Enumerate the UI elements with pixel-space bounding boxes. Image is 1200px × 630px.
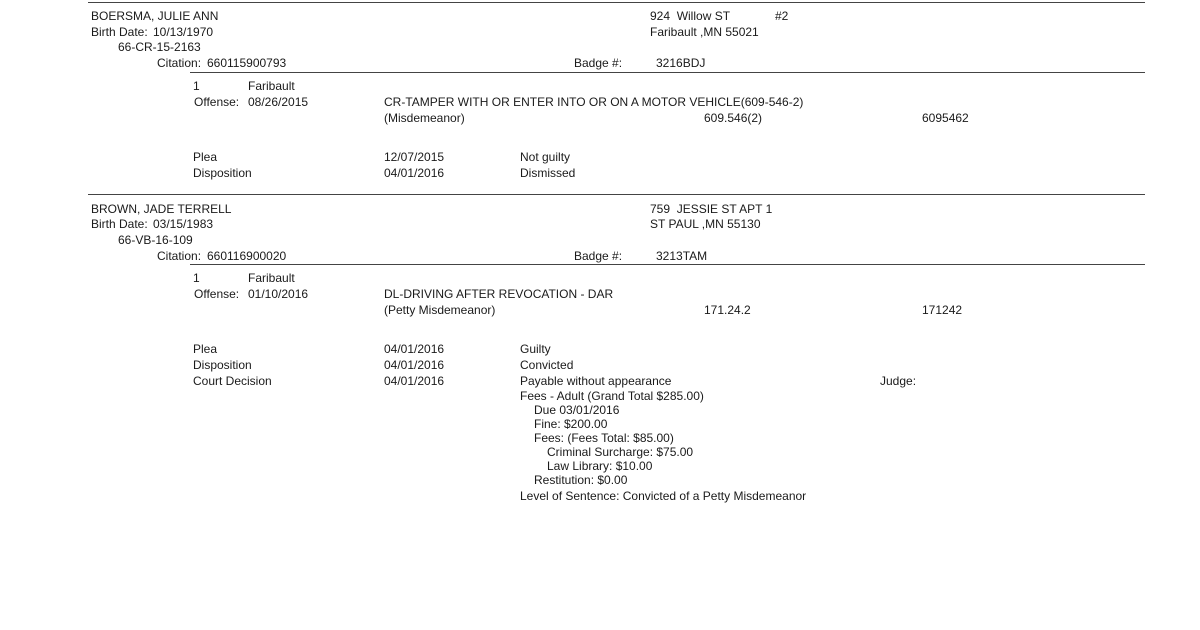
event-label: Plea: [193, 342, 218, 356]
event-result: Payable without appearance: [520, 374, 672, 388]
event-result: Convicted: [520, 358, 574, 372]
address-line2: ST PAUL ,MN 55130: [650, 217, 761, 231]
citation-number: 660115900793: [207, 56, 287, 70]
case-number: 66-VB-16-109: [118, 233, 193, 247]
event-label: Court Decision: [193, 374, 272, 388]
sentence-restitution: Restitution: $0.00: [534, 473, 628, 487]
case-number: 66-CR-15-2163: [118, 40, 201, 54]
event-date: 12/07/2015: [384, 150, 445, 164]
count-number: 1: [193, 271, 200, 285]
citation-divider: [190, 72, 1145, 73]
statute: 171.24.2: [704, 303, 751, 317]
statute: 609.546(2): [704, 111, 763, 125]
event-result: Not guilty: [520, 150, 571, 164]
citation-number: 660116900020: [207, 249, 287, 263]
badge-label: Badge #:: [574, 249, 623, 263]
address-line2: Faribault ,MN 55021: [650, 25, 759, 39]
charge-level: (Petty Misdemeanor): [384, 303, 496, 317]
birth-date: 03/15/1983: [153, 217, 214, 231]
sentence-surcharge: Criminal Surcharge: $75.00: [547, 445, 694, 459]
count-number: 1: [193, 79, 200, 93]
offense-label: Offense:: [194, 95, 240, 109]
badge-number: 3216BDJ: [656, 56, 706, 70]
event-date: 04/01/2016: [384, 166, 445, 180]
offense-label: Offense:: [194, 287, 240, 301]
event-label: Plea: [193, 150, 218, 164]
record-divider: [88, 194, 1145, 195]
sentence-level: Level of Sentence: Convicted of a Petty Misdemeanor: [520, 489, 807, 503]
defendant-name: BOERSMA, JULIE ANN: [91, 9, 219, 23]
charge-description: DL-DRIVING AFTER REVOCATION - DAR: [384, 287, 614, 301]
event-date: 04/01/2016: [384, 374, 445, 388]
event-label: Disposition: [193, 166, 252, 180]
citation-label: Citation:: [157, 249, 202, 263]
charge-level: (Misdemeanor): [384, 111, 465, 125]
count-city: Faribault: [248, 79, 295, 93]
event-label: Disposition: [193, 358, 252, 372]
offense-date: 08/26/2015: [248, 95, 309, 109]
event-result: Guilty: [520, 342, 551, 356]
address-line1: 924 Willow ST: [650, 9, 731, 23]
sentence-fees: Fees: (Fees Total: $85.00): [534, 431, 674, 445]
event-date: 04/01/2016: [384, 358, 445, 372]
citation-divider: [190, 264, 1145, 265]
sentence-fees-total: Fees - Adult (Grand Total $285.00): [520, 389, 704, 403]
badge-label: Badge #:: [574, 56, 623, 70]
birth-date: 10/13/1970: [153, 25, 214, 39]
badge-number: 3213TAM: [656, 249, 708, 263]
offense-code: 171242: [922, 303, 963, 317]
offense-code: 6095462: [922, 111, 969, 125]
event-result: Dismissed: [520, 166, 576, 180]
offense-date: 01/10/2016: [248, 287, 309, 301]
count-city: Faribault: [248, 271, 295, 285]
address-unit: #2: [775, 9, 789, 23]
sentence-fine: Fine: $200.00: [534, 417, 608, 431]
event-date: 04/01/2016: [384, 342, 445, 356]
page-top-divider: [88, 2, 1145, 3]
sentence-law-library: Law Library: $10.00: [547, 459, 653, 473]
birth-date-label: Birth Date:: [91, 217, 148, 231]
birth-date-label: Birth Date:: [91, 25, 148, 39]
citation-label: Citation:: [157, 56, 202, 70]
charge-description: CR-TAMPER WITH OR ENTER INTO OR ON A MOTOR VEHICLE(609-546-2): [384, 95, 804, 109]
judge-label: Judge:: [880, 374, 917, 388]
defendant-name: BROWN, JADE TERRELL: [91, 202, 232, 216]
sentence-due-date: Due 03/01/2016: [534, 403, 620, 417]
address-line1: 759 JESSIE ST APT 1: [650, 202, 773, 216]
